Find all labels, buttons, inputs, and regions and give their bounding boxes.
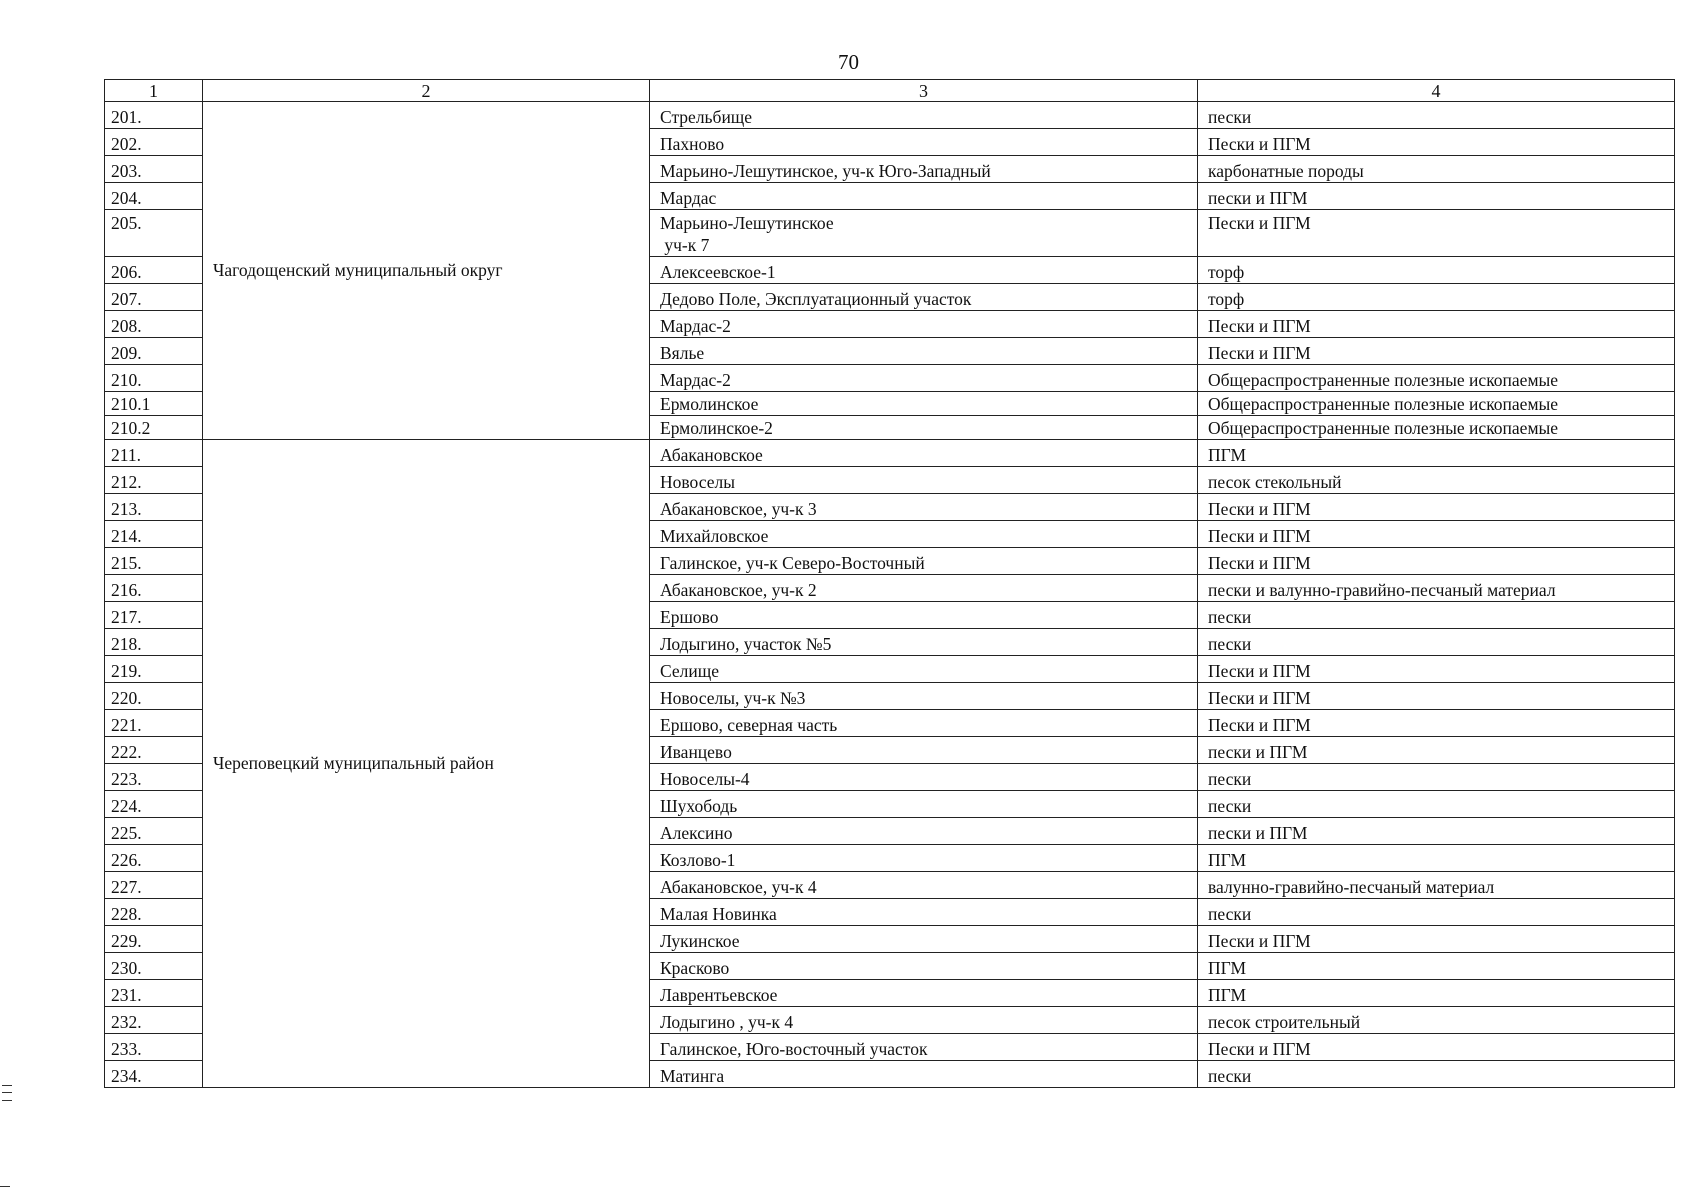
mineral-type-cell: Общераспространенные полезные ископаемые bbox=[1198, 365, 1675, 392]
deposit-name-cell: Пахново bbox=[650, 129, 1198, 156]
row-number-cell: 208. bbox=[105, 311, 203, 338]
deposit-name-cell: Козлово-1 bbox=[650, 845, 1198, 872]
mineral-type-cell: Пески и ПГМ bbox=[1198, 521, 1675, 548]
deposits-table bbox=[104, 79, 1675, 1088]
mineral-type-cell: Пески и ПГМ bbox=[1198, 311, 1675, 338]
mineral-type-cell: пески bbox=[1198, 764, 1675, 791]
row-number-cell: 215. bbox=[105, 548, 203, 575]
deposit-name-line-2: уч-к 7 bbox=[660, 235, 710, 255]
deposit-name-cell: Абакановское, уч-к 2 bbox=[650, 575, 1198, 602]
margin-mark bbox=[2, 1085, 12, 1101]
mineral-type-cell: пески и ПГМ bbox=[1198, 818, 1675, 845]
mineral-type-cell: пески и ПГМ bbox=[1198, 737, 1675, 764]
mineral-type-cell: пески bbox=[1198, 629, 1675, 656]
mineral-type-cell: Пески и ПГМ bbox=[1198, 494, 1675, 521]
row-number-cell: 232. bbox=[105, 1007, 203, 1034]
row-number-cell: 211. bbox=[105, 440, 203, 467]
deposit-name-cell: Дедово Поле, Эксплуатационный участок bbox=[650, 284, 1198, 311]
row-number-cell: 216. bbox=[105, 575, 203, 602]
row-number-cell: 222. bbox=[105, 737, 203, 764]
deposit-name-cell: Абакановское, уч-к 4 bbox=[650, 872, 1198, 899]
mineral-type-cell: пески и ПГМ bbox=[1198, 183, 1675, 210]
row-number-cell: 230. bbox=[105, 953, 203, 980]
mineral-type-cell: торф bbox=[1198, 284, 1675, 311]
row-number-cell: 213. bbox=[105, 494, 203, 521]
row-number-cell: 220. bbox=[105, 683, 203, 710]
deposit-name-cell: Стрельбище bbox=[650, 102, 1198, 129]
deposit-name-cell: Лодыгино , уч-к 4 bbox=[650, 1007, 1198, 1034]
row-number-cell: 218. bbox=[105, 629, 203, 656]
mineral-type-cell: ПГМ bbox=[1198, 953, 1675, 980]
row-number-cell: 209. bbox=[105, 338, 203, 365]
deposit-name-cell: Новоселы bbox=[650, 467, 1198, 494]
mineral-type-cell: валунно-гравийно-песчаный материал bbox=[1198, 872, 1675, 899]
row-number-cell: 221. bbox=[105, 710, 203, 737]
row-number-cell: 207. bbox=[105, 284, 203, 311]
row-number-cell: 229. bbox=[105, 926, 203, 953]
mineral-type-cell: карбонатные породы bbox=[1198, 156, 1675, 183]
table-row bbox=[105, 440, 1675, 467]
deposit-name-cell: Шухободь bbox=[650, 791, 1198, 818]
row-number-cell: 210.1 bbox=[105, 392, 203, 416]
deposit-name-cell bbox=[650, 210, 1198, 257]
mineral-type-cell: Пески и ПГМ bbox=[1198, 683, 1675, 710]
header-cell-col-2: 2 bbox=[203, 80, 650, 102]
mineral-type-cell: песок строительный bbox=[1198, 1007, 1675, 1034]
deposit-name-cell: Мардас-2 bbox=[650, 311, 1198, 338]
deposit-name-cell: Алексино bbox=[650, 818, 1198, 845]
row-number-cell: 203. bbox=[105, 156, 203, 183]
deposit-name-cell: Лукинское bbox=[650, 926, 1198, 953]
row-number-cell: 227. bbox=[105, 872, 203, 899]
mineral-type-cell: пески bbox=[1198, 1061, 1675, 1088]
row-number-cell: 223. bbox=[105, 764, 203, 791]
deposit-name-cell: Иванцево bbox=[650, 737, 1198, 764]
deposit-name-cell: Ермолинское-2 bbox=[650, 416, 1198, 440]
row-number-cell: 233. bbox=[105, 1034, 203, 1061]
mineral-type-cell: пески bbox=[1198, 899, 1675, 926]
header-row bbox=[105, 80, 1675, 102]
row-number-cell: 217. bbox=[105, 602, 203, 629]
deposit-name-cell: Новоселы-4 bbox=[650, 764, 1198, 791]
mineral-type-cell: Общераспространенные полезные ископаемые bbox=[1198, 392, 1675, 416]
mineral-type-cell: Пески и ПГМ bbox=[1198, 1034, 1675, 1061]
row-number-cell: 219. bbox=[105, 656, 203, 683]
deposit-name-cell: Галинское, Юго-восточный участок bbox=[650, 1034, 1198, 1061]
row-number-cell: 210.2 bbox=[105, 416, 203, 440]
deposit-name-cell: Матинга bbox=[650, 1061, 1198, 1088]
deposit-name-cell: Вялье bbox=[650, 338, 1198, 365]
mineral-type-cell: Пески и ПГМ bbox=[1198, 548, 1675, 575]
mineral-type-cell: ПГМ bbox=[1198, 980, 1675, 1007]
deposit-name-cell: Мардас-2 bbox=[650, 365, 1198, 392]
deposit-name-cell: Мардас bbox=[650, 183, 1198, 210]
deposit-name-cell: Ершово bbox=[650, 602, 1198, 629]
deposit-name-cell: Лаврентьевское bbox=[650, 980, 1198, 1007]
row-number-cell: 206. bbox=[105, 257, 203, 284]
district-cell: Череповецкий муниципальный район bbox=[203, 440, 650, 1088]
mineral-type-cell: пески bbox=[1198, 102, 1675, 129]
deposit-name-cell: Лодыгино, участок №5 bbox=[650, 629, 1198, 656]
margin-dash bbox=[0, 1186, 10, 1187]
mineral-type-cell: пески bbox=[1198, 602, 1675, 629]
header-cell-col-3: 3 bbox=[650, 80, 1198, 102]
row-number-cell: 231. bbox=[105, 980, 203, 1007]
row-number-cell: 201. bbox=[105, 102, 203, 129]
deposit-name-cell: Ермолинское bbox=[650, 392, 1198, 416]
deposit-name-cell: Красково bbox=[650, 953, 1198, 980]
row-number-cell: 212. bbox=[105, 467, 203, 494]
deposit-name-cell: Новоселы, уч-к №3 bbox=[650, 683, 1198, 710]
row-number-cell: 228. bbox=[105, 899, 203, 926]
row-number-cell: 234. bbox=[105, 1061, 203, 1088]
page-number: 70 bbox=[838, 50, 859, 74]
mineral-type-cell: Пески и ПГМ bbox=[1198, 656, 1675, 683]
row-number-cell: 202. bbox=[105, 129, 203, 156]
mineral-type-cell: Пески и ПГМ bbox=[1198, 926, 1675, 953]
mineral-type-cell: Пески и ПГМ bbox=[1198, 129, 1675, 156]
deposit-name-cell: Селище bbox=[650, 656, 1198, 683]
mineral-type-cell: Пески и ПГМ bbox=[1198, 210, 1675, 257]
deposit-name-cell: Абакановское, уч-к 3 bbox=[650, 494, 1198, 521]
row-number-cell: 205. bbox=[105, 210, 203, 257]
deposit-name-cell: Алексеевское-1 bbox=[650, 257, 1198, 284]
header-cell-col-4: 4 bbox=[1198, 80, 1675, 102]
mineral-type-cell: Пески и ПГМ bbox=[1198, 338, 1675, 365]
table-row bbox=[105, 102, 1675, 129]
district-cell: Чагодощенский муниципальный округ bbox=[203, 102, 650, 440]
mineral-type-cell: ПГМ bbox=[1198, 845, 1675, 872]
row-number-cell: 210. bbox=[105, 365, 203, 392]
mineral-type-cell: торф bbox=[1198, 257, 1675, 284]
row-number-cell: 214. bbox=[105, 521, 203, 548]
row-number-cell: 225. bbox=[105, 818, 203, 845]
header-cell-col-1: 1 bbox=[105, 80, 203, 102]
mineral-type-cell: пески bbox=[1198, 791, 1675, 818]
mineral-type-cell: пески и валунно-гравийно-песчаный материал bbox=[1198, 575, 1675, 602]
deposit-name-cell: Абакановское bbox=[650, 440, 1198, 467]
deposit-name-cell: Малая Новинка bbox=[650, 899, 1198, 926]
deposit-name-line-1: Марьино-Лешутинское bbox=[660, 213, 834, 233]
mineral-type-cell: песок стекольный bbox=[1198, 467, 1675, 494]
deposit-name-cell: Галинское, уч-к Северо-Восточный bbox=[650, 548, 1198, 575]
row-number-cell: 226. bbox=[105, 845, 203, 872]
mineral-type-cell: ПГМ bbox=[1198, 440, 1675, 467]
deposit-name-cell: Михайловское bbox=[650, 521, 1198, 548]
row-number-cell: 224. bbox=[105, 791, 203, 818]
deposit-name-cell: Ершово, северная часть bbox=[650, 710, 1198, 737]
mineral-type-cell: Пески и ПГМ bbox=[1198, 710, 1675, 737]
deposit-name-cell: Марьино-Лешутинское, уч-к Юго-Западный bbox=[650, 156, 1198, 183]
mineral-type-cell: Общераспространенные полезные ископаемые bbox=[1198, 416, 1675, 440]
row-number-cell: 204. bbox=[105, 183, 203, 210]
